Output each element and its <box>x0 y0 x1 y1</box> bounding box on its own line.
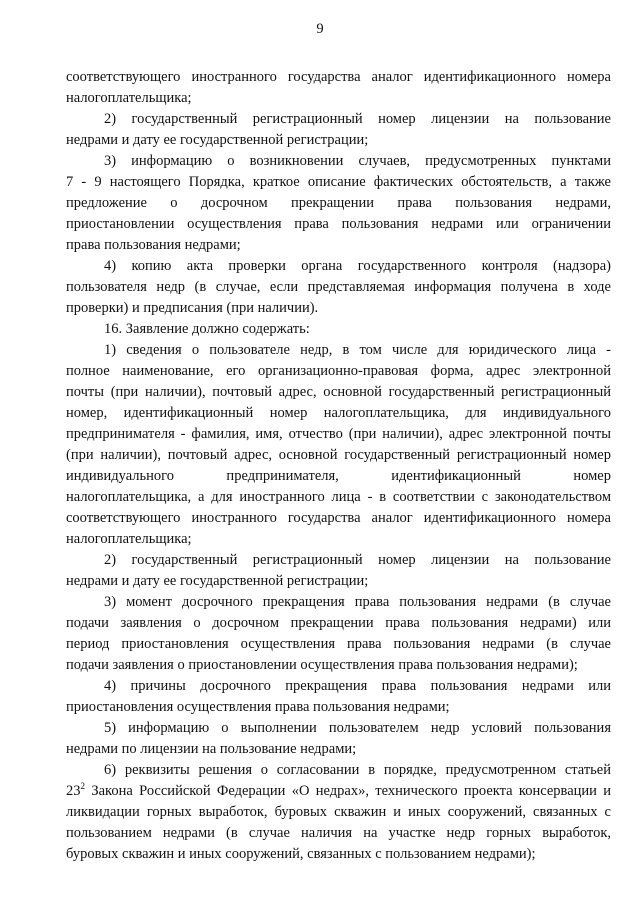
text-line: подачи заявления о досрочном прекращении права пользования недрами) или <box>66 615 611 631</box>
text-line: недрами и дату ее государственной регистрации; <box>66 573 369 589</box>
text-fragment: Закона Российской Федерации «О недрах», технического проекта консервации и <box>85 783 611 799</box>
superscript: 2 <box>80 781 85 791</box>
text-line: проверки) и предписания (при наличии). <box>66 300 319 316</box>
text-line: предпринимателя - фамилия, имя, отчество (при наличии), адрес электронной почты <box>66 426 611 442</box>
page-number: 9 <box>316 21 324 37</box>
text-line-with-superscript <box>66 782 611 800</box>
text-line: индивидуального предпринимателя, идентификационный номер <box>66 468 611 484</box>
text-line: налогоплательщика; <box>66 90 192 106</box>
section-16-heading: 16. Заявление должно содержать: <box>104 321 310 337</box>
text-line: почты (при наличии), почтовый адрес, основной государственный регистрационный <box>66 384 611 400</box>
list-item-1: 1) сведения о пользователе недр, в том числе для юридического лица - <box>104 342 611 358</box>
text-line: недрами по лицензии на пользование недрами; <box>66 741 357 757</box>
text-line: полное наименование, его организационно-правовая форма, адрес электронной <box>66 363 611 379</box>
text-line: соответствующего иностранного государства аналог идентификационного номера <box>66 69 611 85</box>
text-line: права пользования недрами; <box>66 237 241 253</box>
text-line: период приостановления осуществления права пользования недрами (в случае <box>66 636 611 652</box>
text-line: соответствующего иностранного государства аналог идентификационного номера <box>66 510 611 526</box>
text-line: номер, идентификационный номер налогоплательщика, для индивидуального <box>66 405 611 421</box>
list-item-6b: 6) реквизиты решения о согласовании в порядке, предусмотренном статьей <box>104 762 611 778</box>
list-item-4b: 4) причины досрочного прекращения права пользования недрами или <box>104 678 611 694</box>
text-line: ликвидации горных выработок, буровых скважин и иных сооружений, связанных с <box>66 804 611 820</box>
text-line: пользованием недрами (в случае наличия на участке недр горных выработок, <box>66 825 611 841</box>
text-line: предложение о досрочном прекращении права пользования недрами, <box>66 195 611 211</box>
text-line: буровых скважин и иных сооружений, связанных с пользованием недрами); <box>66 846 536 862</box>
list-item-3: 3) информацию о возникновении случаев, предусмотренных пунктами <box>104 153 611 169</box>
text-line: 7 - 9 настоящего Порядка, краткое описание фактических обстоятельств, а также <box>66 174 611 190</box>
list-item-2b: 2) государственный регистрационный номер лицензии на пользование <box>104 552 611 568</box>
list-item-3b: 3) момент досрочного прекращения права пользования недрами (в случае <box>104 594 611 610</box>
list-item-2: 2) государственный регистрационный номер лицензии на пользование <box>104 111 611 127</box>
text-line: недрами и дату ее государственной регистрации; <box>66 132 369 148</box>
text-line: (при наличии), почтовый адрес, основной государственный регистрационный номер <box>66 447 611 463</box>
list-item-5b: 5) информацию о выполнении пользователем недр условий пользования <box>104 720 611 736</box>
text-line: подачи заявления о приостановлении осуществления права пользования недрами); <box>66 657 578 673</box>
text-line: пользователя недр (в случае, если представляемая информация получена в ходе <box>66 279 611 295</box>
text-line: приостановлении осуществления права пользования недрами или ограничении <box>66 216 611 232</box>
list-item-4: 4) копию акта проверки органа государственного контроля (надзора) <box>104 258 611 274</box>
article-number: 23 <box>66 783 81 799</box>
text-line: налогоплательщика, а для иностранного лица - в соответствии с законодательством <box>66 489 611 505</box>
text-line: приостановления осуществления права пользования недрами; <box>66 699 450 715</box>
text-line: налогоплательщика; <box>66 531 192 547</box>
